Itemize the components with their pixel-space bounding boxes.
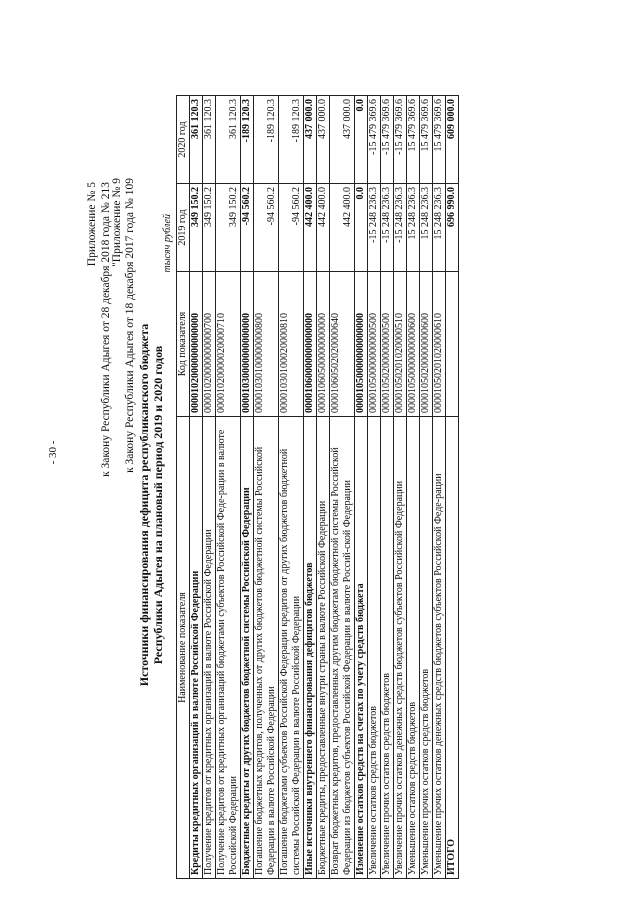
table-row	[279, 96, 304, 879]
table-row	[394, 96, 407, 879]
value-2019-cell: -15 248 236.3	[394, 184, 407, 272]
financing-sources-table	[176, 95, 459, 879]
value-2019-cell: -15 248 236.3	[368, 184, 381, 272]
indicator-code-cell: 00001050200000000600	[420, 272, 433, 417]
table-row	[317, 96, 330, 879]
value-2020-cell: 361 120.3	[216, 96, 241, 184]
indicator-name-cell: Увеличение остатков средств бюджетов	[368, 417, 381, 879]
value-2020-cell: 609 000.0	[446, 96, 459, 184]
indicator-code-cell: 00001050000000000000	[355, 272, 368, 417]
table-row	[381, 96, 394, 879]
table-row	[254, 96, 279, 879]
title-line-1: Источники финансирования дефицита республиканского бюджета	[137, 323, 151, 687]
indicator-code-cell: 00001050000000000600	[407, 272, 420, 417]
indicator-name-cell: Получение кредитов от кредитных организаций бюджетами субъектов Российской Феде-рации в валюте Российской Федерации	[216, 417, 241, 879]
header-2020: 2020 год	[177, 96, 190, 184]
table-row	[446, 96, 459, 879]
value-2020-cell: 0.0	[355, 96, 368, 184]
indicator-code-cell: 00001050200000000500	[381, 272, 394, 417]
value-2020-cell: 361 120.3	[203, 96, 216, 184]
value-2019-cell: -15 248 236.3	[381, 184, 394, 272]
value-2019-cell: 442 400.0	[330, 184, 355, 272]
document-title	[137, 225, 165, 785]
table-row	[241, 96, 254, 879]
table-row	[355, 96, 368, 879]
indicator-code-cell: 00001050201020000610	[433, 272, 446, 417]
value-2020-cell: 437 000.0	[317, 96, 330, 184]
value-2019-cell: 442 400.0	[317, 184, 330, 272]
value-2019-cell: 349 150.2	[190, 184, 203, 272]
indicator-code-cell: 00001050201020000510	[394, 272, 407, 417]
value-2019-cell: 696 990.0	[446, 184, 459, 272]
indicator-code-cell	[446, 272, 459, 417]
header-2019: 2019 год	[177, 184, 190, 272]
indicator-name-cell: Уменьшение остатков средств бюджетов	[407, 417, 420, 879]
table-row	[407, 96, 420, 879]
indicator-name-cell: Изменение остатков средств на счетах по учету средств бюджета	[355, 417, 368, 879]
indicator-name-cell: Уменьшение прочих остатков средств бюджетов	[420, 417, 433, 879]
indicator-code-cell: 00001030000000000000	[241, 272, 254, 417]
indicator-code-cell: 00001060502020000640	[330, 272, 355, 417]
value-2019-cell: 0.0	[355, 184, 368, 272]
value-2020-cell: -189 120.3	[241, 96, 254, 184]
value-2020-cell: -15 479 369.6	[368, 96, 381, 184]
indicator-code-cell: 00001020000000000000	[190, 272, 203, 417]
indicator-code-cell: 00001060000000000000	[304, 272, 317, 417]
page-number: - 30 -	[47, 440, 59, 465]
indicator-name-cell: Иные источники внутреннего финансирования дефицитов бюджетов	[304, 417, 317, 879]
table-row	[330, 96, 355, 879]
table-row	[433, 96, 446, 879]
value-2019-cell: 15 248 236.3	[407, 184, 420, 272]
value-2019-cell: 349 150.2	[216, 184, 241, 272]
indicator-name-cell: Кредиты кредитных организаций в валюте Российской Федерации	[190, 417, 203, 879]
value-2020-cell: -15 479 369.6	[394, 96, 407, 184]
appendix-5-line-1: Приложение № 5	[86, 182, 98, 267]
value-2019-cell: 349 150.2	[203, 184, 216, 272]
indicator-code-cell: 00001030100020000810	[279, 272, 304, 417]
appendix-9-line-1: "Приложение № 9	[111, 178, 123, 267]
title-line-2: Республики Адыгея на плановый период 2019 и 2020 годов	[151, 345, 165, 665]
value-2020-cell: -15 479 369.6	[381, 96, 394, 184]
indicator-code-cell: 00001060500000000000	[317, 272, 330, 417]
indicator-name-cell: Бюджетные кредиты, предоставленные внутри страны в валюте Российской Федерации	[317, 417, 330, 879]
indicator-name-cell: Погашение бюджетных кредитов, полученных от других бюджетов бюджетной системы Российской Федерации в валюте Российской Федерации	[254, 417, 279, 879]
appendix-5-line-2: к Закону Республики Адыгея от 28 декабря 2018 года № 213	[100, 182, 112, 477]
indicator-name-cell: ИТОГО	[446, 417, 459, 879]
value-2019-cell: 15 248 236.3	[420, 184, 433, 272]
table-row	[203, 96, 216, 879]
units-label: тысяч рублей	[162, 214, 173, 273]
value-2020-cell: 15 479 369.6	[407, 96, 420, 184]
indicator-name-cell: Погашение бюджетами субъектов Российской Федерации кредитов от других бюджетов бюджетной системы Российской Федерации в валюте Российской Федерации	[279, 417, 304, 879]
table-row	[304, 96, 317, 879]
value-2020-cell: 15 479 369.6	[433, 96, 446, 184]
indicator-name-cell: Бюджетные кредиты от других бюджетов бюджетной системы Российской Федерации	[241, 417, 254, 879]
indicator-name-cell: Уменьшение прочих остатков денежных средств бюджетов субъектов Российской Феде-рации	[433, 417, 446, 879]
table-row	[216, 96, 241, 879]
value-2019-cell: 15 248 236.3	[433, 184, 446, 272]
indicator-name-cell: Увеличение прочих остатков средств бюджетов	[381, 417, 394, 879]
value-2019-cell: -94 560.2	[241, 184, 254, 272]
table-row	[190, 96, 203, 879]
appendix-9-line-2: к Закону Республики Адыгея от 18 декабря 2017 года № 109	[124, 178, 136, 473]
value-2020-cell: 437 000.0	[304, 96, 317, 184]
value-2019-cell: -94 560.2	[254, 184, 279, 272]
header-name: Наименование показателя	[177, 417, 190, 879]
value-2020-cell: -189 120.3	[279, 96, 304, 184]
value-2020-cell: -189 120.3	[254, 96, 279, 184]
indicator-name-cell: Увеличение прочих остатков денежных средств бюджетов субъектов Российской Федерации	[394, 417, 407, 879]
indicator-code-cell: 00001020000020000710	[216, 272, 241, 417]
indicator-code-cell: 00001020000000000700	[203, 272, 216, 417]
indicator-name-cell: Возврат бюджетных кредитов, предоставленных другим бюджетам бюджетной системы Российской Федерации из бюджетов субъектов Российской Федерации в валюте Россий-ской Федерации	[330, 417, 355, 879]
table-header-row	[177, 96, 190, 879]
value-2020-cell: 15 479 369.6	[420, 96, 433, 184]
value-2019-cell: 442 400.0	[304, 184, 317, 272]
table-body	[190, 96, 459, 879]
indicator-name-cell: Получение кредитов от кредитных организаций в валюте Российской Федерации	[203, 417, 216, 879]
value-2020-cell: 361 120.3	[190, 96, 203, 184]
value-2019-cell: -94 560.2	[279, 184, 304, 272]
table-row	[420, 96, 433, 879]
header-code: Код показателя	[177, 272, 190, 417]
table-row	[368, 96, 381, 879]
indicator-code-cell: 00001030100000000800	[254, 272, 279, 417]
value-2020-cell: 437 000.0	[330, 96, 355, 184]
indicator-code-cell: 00001050000000000500	[368, 272, 381, 417]
